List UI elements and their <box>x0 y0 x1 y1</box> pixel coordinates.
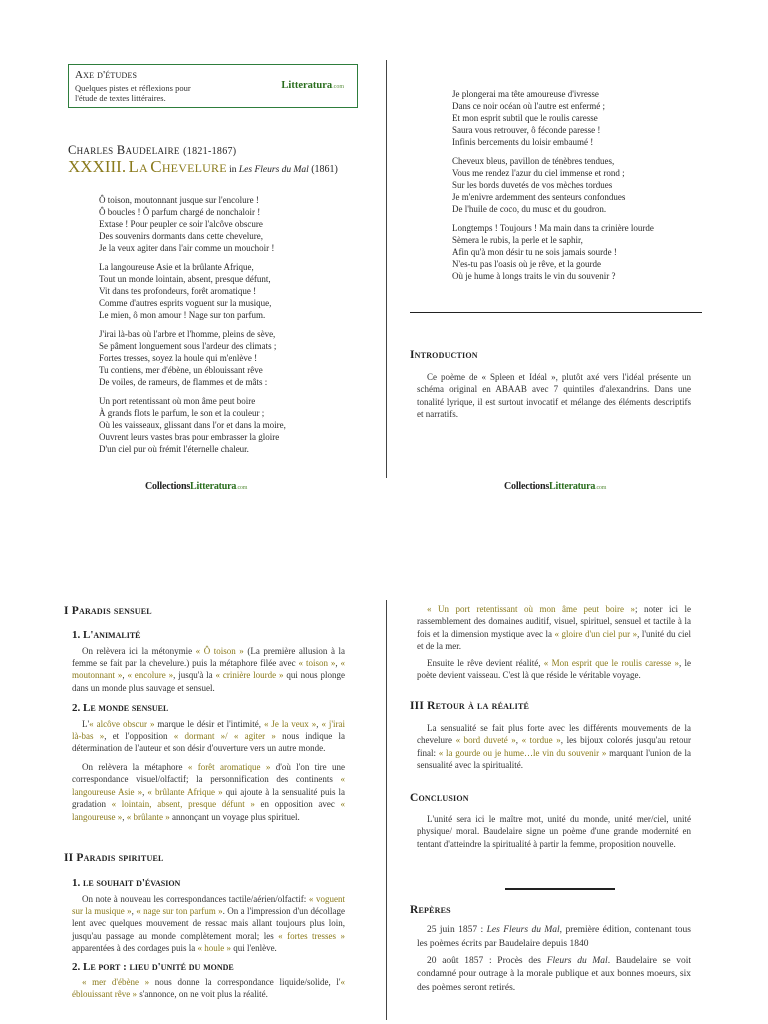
verse-line: Où les vaisseaux, glissant dans l'or et dans la moire, <box>99 420 286 430</box>
paragraph: Ensuite le rêve devient réalité, « Mon esprit que le roulis caresse », le poète devient vaisseau. C'est là que réside le véritable voyage. <box>417 657 692 681</box>
verse-line: Ô toison, moutonnant jusque sur l'encolure ! <box>99 195 259 205</box>
verse-line: Afin qu'à mon désir tu ne sois jamais sourde ! <box>452 247 617 257</box>
quotation: « brûlante » <box>126 811 170 822</box>
paragraph: « Un port retentissant où mon âme peut boire »; noter ici le rassemblement des domaines auditif, visuel, spirituel, sensuel et tactile à la fois et la dimension mystique avec la « gloire d'un ciel pur », l'unité du ciel et de la mer. <box>417 604 691 652</box>
quotation: « voguent sur la musique » <box>72 893 345 916</box>
author-name: Charles Baudelaire (1821-1867) <box>68 143 237 157</box>
introduction-heading: Introduction <box>410 349 478 361</box>
quotation: « dormant »/ « agiter » <box>173 731 276 742</box>
quotation: « moutonnant » <box>72 657 346 681</box>
paragraph: La sensualité se fait plus forte avec les différents mouvements de la chevelure « bord duveté », « tordue », les bijoux colorés jusqu'au retour final: « la gourde ou je hume…le vin du souvenir » marquant l'union de la sensualité avec la spiritualité. <box>417 723 691 771</box>
verse-line: La langoureuse Asie et la brûlante Afrique, <box>99 262 254 272</box>
paragraph: On note à nouveau les correspondances tactile/aérien/olfactif: « voguent sur la musique », « nage sur ton parfum ». On a l'impression d'un décollage lent avec quelques mouvement de ressac mais allant toujours plus loin, jusqu'au passage au monde complètement moral; les « fortes tresses » apparentées à des cordages puis la « houle » qui l'enlève. <box>72 893 346 954</box>
verse-line: Cheveux bleus, pavillon de ténèbres tendues, <box>452 156 615 166</box>
rule-after-poem <box>410 312 702 313</box>
column-divider-bottom <box>386 600 387 1020</box>
paragraph: L'« alcôve obscur » marque le désir et l'intimité, « Je la veux », « j'irai là-bas », et l'opposition « dormant »/ « agiter » nous indique la détermination de l'auteur et son désir d'ouverture vers un autre monde. <box>72 718 346 754</box>
stanza <box>99 328 399 388</box>
box-title: Axe d'études <box>75 69 138 81</box>
introduction-text: Ce poème de « Spleen et Idéal », plutôt axé vers l'idéal présente un schéma original en ABAAB avec 7 quintiles d'alexandrins. Dans une tonalité lyrique, il est surtout invocatif et mélange des éléments descriptifs et narratifs. <box>417 372 691 420</box>
quotation: « Je la veux » <box>263 718 317 729</box>
verse-line: Où je hume à longs traits le vin du souvenir ? <box>452 271 616 281</box>
reperes-body <box>417 924 691 996</box>
stanza <box>452 222 752 282</box>
stanza <box>452 155 752 215</box>
verse-line: À grands flots le parfum, le son et la couleur ; <box>99 408 265 418</box>
collections-footer-left[interactable]: CollectionsLitteratura.com <box>145 481 248 492</box>
subsection-port: 2. Le port : lieu d'unité du monde <box>72 960 234 973</box>
section-1-body <box>72 628 345 823</box>
reperes-heading: Repères <box>410 904 451 916</box>
quotation: « encolure » <box>127 670 174 681</box>
verse-line: Tu contiens, mer d'ébène, un éblouissant rêve <box>99 365 263 375</box>
quotation: « Ô toison » <box>195 645 244 656</box>
verse-line: Sèmera le rubis, la perle et le saphir, <box>452 235 583 245</box>
box-description: Quelques pistes et réflexions pour l'étude de textes littéraires. <box>75 82 191 103</box>
quotation: « lointain, absent, presque défunt » <box>111 799 255 810</box>
verse-line: De voiles, de rameurs, de flammes et de mâts : <box>99 377 268 387</box>
verse-line: Sur les bords duvetés de vos mèches tordues <box>452 180 613 190</box>
quotation: « alcôve obscur » <box>89 718 155 729</box>
verse-line: Je m'enivre ardemment des senteurs confondues <box>452 192 626 202</box>
verse-line: Longtemps ! Toujours ! Ma main dans ta crinière lourde <box>452 223 654 233</box>
quotation: « brûlante Afrique » <box>147 786 223 797</box>
quotation: « forêt aromatique » <box>187 761 271 772</box>
quotation: « j'irai là-bas » <box>72 718 346 742</box>
verse-line: N'es-tu pas l'oasis où je rêve, et la gourde <box>452 259 601 269</box>
book-title: Les Fleurs du Mal <box>238 165 309 175</box>
verse-line: De l'huile de coco, du musc et du goudron. <box>452 204 607 214</box>
litteratura-logo[interactable]: Litteratura.com <box>281 80 344 91</box>
book-title: Fleurs du Mal <box>546 955 608 966</box>
verse-line: Saura vous retrouver, ô féconde paresse ! <box>452 125 601 135</box>
verse-line: Ouvrent leurs vastes bras pour embrasser la gloire <box>99 432 280 442</box>
subsection-monde-sensuel: 2. Le monde sensuel <box>72 702 169 715</box>
poem-title: XXXIII. La Chevelure in Les Fleurs du Mal (1861) <box>68 157 338 176</box>
verse-line: Vit dans tes profondeurs, forêt aromatique ! <box>99 286 257 296</box>
section-1-heading: I Paradis sensuel <box>64 605 152 617</box>
section-3-body <box>417 722 691 772</box>
verse-line: Extase ! Pour peupler ce soir l'alcôve obscure <box>99 219 263 229</box>
quotation: « langoureuse » <box>72 799 345 822</box>
poem-number: XXXIII. <box>68 157 127 176</box>
verse-line: Se pâment longuement sous l'ardeur des climats ; <box>99 341 277 351</box>
quotation: « bord duveté » <box>455 735 516 746</box>
subsection-animalite: 1. L'animalité <box>72 629 141 641</box>
study-axis-box <box>68 64 358 108</box>
quotation: « tordue » <box>521 735 561 746</box>
quotation: « houle » <box>197 943 231 954</box>
verse-line: Le mien, ô mon amour ! Nage sur ton parfum. <box>99 310 266 320</box>
verse-line: Fortes tresses, soyez la houle qui m'enlève ! <box>99 353 258 363</box>
verse-line: Vous me rendez l'azur du ciel immense et rond ; <box>452 168 625 178</box>
conclusion-heading: Conclusion <box>410 792 469 804</box>
quotation: « éblouissant rêve » <box>72 977 345 1000</box>
section-2-body <box>72 876 345 1001</box>
repere-item: 20 août 1857 : Procès des Fleurs du Mal. Baudelaire se voit condamné pour outrage à la morale publique et aux bonnes moeurs, six des poèmes seront retirés. <box>417 955 692 994</box>
verse-line: Je la veux agiter dans l'air comme un mouchoir ! <box>99 243 275 253</box>
verse-line: Ô boucles ! Ô parfum chargé de nonchaloir ! <box>99 207 261 217</box>
verse-line: J'irai là-bas où l'arbre et l'homme, pleins de sève, <box>99 329 276 339</box>
section-2-heading: II Paradis spirituel <box>64 852 164 864</box>
verse-line: Un port retentissant où mon âme peut boire <box>99 396 256 406</box>
verse-line: Tout un monde lointain, absent, presque défunt, <box>99 274 271 284</box>
subsection-evasion: 1. le souhait d'évasion <box>72 877 181 889</box>
repere-date: 20 août 1857 <box>427 955 484 966</box>
stanza <box>99 194 399 254</box>
author-dates: (1821-1867) <box>183 146 237 157</box>
collections-footer-right[interactable]: CollectionsLitteratura.com <box>504 481 607 492</box>
stanza <box>99 395 399 455</box>
paragraph: On relèvera la métaphore « forêt aromatique » d'où l'on tire une correspondance visuel/olfactif; la personnification des continents « langoureuse Asie », « brûlante Afrique » qui ajoute à la sensualité puis la gradation « lointain, absent, presque défunt » en opposition avec « langoureuse », « brûlante » annonçant un voyage plus spirituel. <box>72 761 345 822</box>
quotation: « mer d'ébène » <box>82 977 150 988</box>
verse-line: Et mon esprit subtil que le roulis caresse <box>452 113 598 123</box>
verse-line: Je plongerai ma tête amoureuse d'ivresse <box>452 89 599 99</box>
verse-line: Infinis bercements du loisir embaumé ! <box>452 137 594 147</box>
verse-line: Des souvenirs dormants dans cette chevelure, <box>99 231 263 241</box>
rule-before-reperes <box>505 888 615 890</box>
repere-date: 25 juin 1857 <box>427 925 478 935</box>
section-2-continued <box>417 603 691 681</box>
conclusion-body: L'unité sera ici le maître mot, unité du monde, unité mer/ciel, unité physique/ moral. Baudelaire signe un poème d'une grande modernité en tentant d'atteindre la spiritualité à partir la femme, proposition nouvelle. <box>417 814 691 849</box>
verse-line: Comme d'autres esprits voguent sur la musique, <box>99 298 272 308</box>
quotation: « toison » <box>298 657 336 668</box>
paragraph: « mer d'ébène » nous donne la correspondance liquide/solide, l'« éblouissant rêve » s'annonce, on ne voit plus la réalité. <box>72 977 345 1000</box>
quotation: « Un port retentissant où mon âme peut boire » <box>427 604 635 614</box>
stanza <box>452 88 752 148</box>
quotation: « Mon esprit que le roulis caresse » <box>543 657 679 668</box>
quotation: « crinière lourde » <box>215 670 284 681</box>
verse-line: D'un ciel pur où frémit l'éternelle chaleur. <box>99 444 249 454</box>
quotation: « nage sur ton parfum » <box>136 905 223 916</box>
quotation: « fortes tresses » <box>278 930 345 941</box>
stanza <box>99 261 399 321</box>
quotation: « langoureuse Asie » <box>72 774 345 797</box>
verse-line: Dans ce noir océan où l'autre est enfermé ; <box>452 101 606 111</box>
quotation: « gloire d'un ciel pur » <box>554 628 638 639</box>
poem-stanzas-right <box>452 88 752 289</box>
section-3-heading: III Retour à la réalité <box>410 700 530 712</box>
quotation: « la gourde ou je hume…le vin du souvenir » <box>438 747 607 758</box>
book-title: Les Fleurs du Mal <box>486 925 560 935</box>
poem-stanzas-left <box>99 194 399 462</box>
paragraph: On relèvera ici la métonymie « Ô toison » (La première allusion à la femme se fait par la chevelure.) puis la métaphore filée avec « toison », « moutonnant », « encolure », jusqu'à la « crinière lourde » qui nous plonge dans un monde plus sauvage et sensuel. <box>72 645 346 693</box>
repere-item: 25 juin 1857 : Les Fleurs du Mal, première édition, contenant tous les poèmes écrits par Baudelaire depuis 1840 <box>417 925 692 949</box>
